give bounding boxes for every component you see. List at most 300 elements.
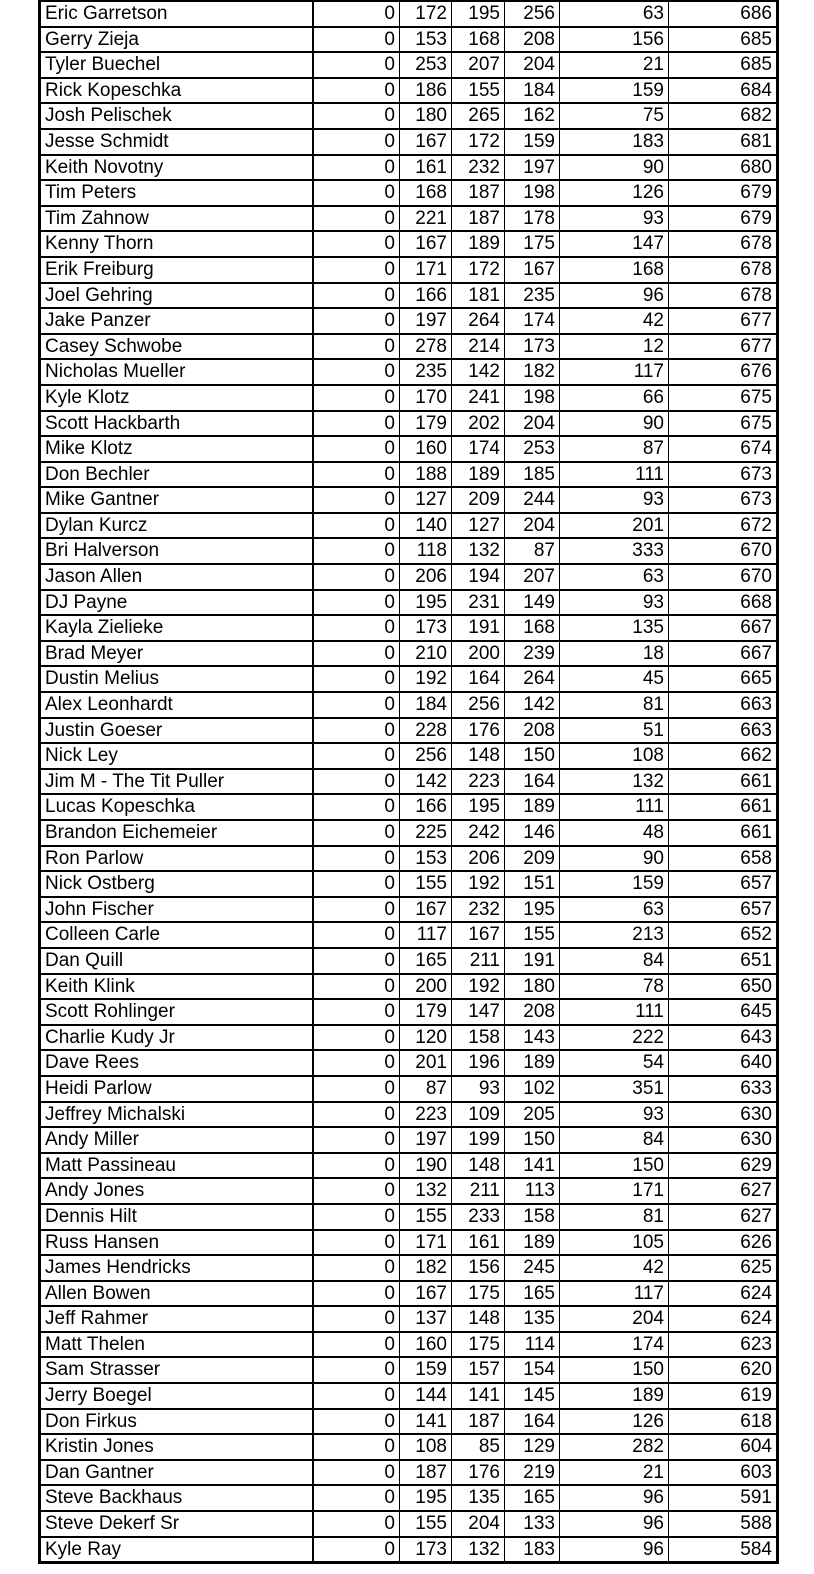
handicap-cell: 0 bbox=[313, 922, 400, 948]
pins-back-cell: 93 bbox=[560, 590, 669, 616]
game-1-cell: 201 bbox=[400, 1050, 452, 1076]
game-3-cell: 244 bbox=[505, 487, 560, 513]
game-1-cell: 140 bbox=[400, 513, 452, 539]
total-cell: 629 bbox=[669, 1153, 778, 1179]
game-3-cell: 182 bbox=[505, 359, 560, 385]
bowler-name-cell: Colleen Carle bbox=[40, 922, 313, 948]
table-row bbox=[40, 1383, 778, 1409]
total-cell: 679 bbox=[669, 206, 778, 232]
table-row bbox=[40, 615, 778, 641]
game-3-cell: 204 bbox=[505, 513, 560, 539]
game-3-cell: 173 bbox=[505, 334, 560, 360]
game-3-cell: 167 bbox=[505, 257, 560, 283]
game-1-cell: 256 bbox=[400, 743, 452, 769]
bowler-name-cell: Casey Schwobe bbox=[40, 334, 313, 360]
total-cell: 675 bbox=[669, 411, 778, 437]
bowler-name-cell: Lucas Kopeschka bbox=[40, 794, 313, 820]
total-cell: 678 bbox=[669, 283, 778, 309]
table-row bbox=[40, 769, 778, 795]
game-1-cell: 155 bbox=[400, 1511, 452, 1537]
bowler-name-cell: Russ Hansen bbox=[40, 1230, 313, 1256]
game-2-cell: 109 bbox=[452, 1102, 505, 1128]
handicap-cell: 0 bbox=[313, 52, 400, 78]
total-cell: 665 bbox=[669, 666, 778, 692]
game-2-cell: 207 bbox=[452, 52, 505, 78]
pins-back-cell: 12 bbox=[560, 334, 669, 360]
pins-back-cell: 90 bbox=[560, 846, 669, 872]
game-2-cell: 174 bbox=[452, 436, 505, 462]
game-1-cell: 186 bbox=[400, 78, 452, 104]
pins-back-cell: 150 bbox=[560, 1357, 669, 1383]
table-row bbox=[40, 1204, 778, 1230]
game-1-cell: 127 bbox=[400, 487, 452, 513]
handicap-cell: 0 bbox=[313, 999, 400, 1025]
pins-back-cell: 63 bbox=[560, 897, 669, 923]
bowler-name-cell: Nick Ostberg bbox=[40, 871, 313, 897]
pins-back-cell: 111 bbox=[560, 794, 669, 820]
pins-back-cell: 108 bbox=[560, 743, 669, 769]
game-3-cell: 204 bbox=[505, 52, 560, 78]
table-row bbox=[40, 308, 778, 334]
pins-back-cell: 351 bbox=[560, 1076, 669, 1102]
game-3-cell: 164 bbox=[505, 769, 560, 795]
bowler-name-cell: Dustin Melius bbox=[40, 666, 313, 692]
bowler-name-cell: Dan Gantner bbox=[40, 1460, 313, 1486]
pins-back-cell: 150 bbox=[560, 1153, 669, 1179]
table-row bbox=[40, 436, 778, 462]
game-2-cell: 194 bbox=[452, 564, 505, 590]
handicap-cell: 0 bbox=[313, 1332, 400, 1358]
table-row bbox=[40, 1, 778, 27]
game-3-cell: 151 bbox=[505, 871, 560, 897]
total-cell: 640 bbox=[669, 1050, 778, 1076]
pins-back-cell: 117 bbox=[560, 1281, 669, 1307]
pins-back-cell: 111 bbox=[560, 462, 669, 488]
table-row bbox=[40, 1050, 778, 1076]
bowler-name-cell: Alex Leonhardt bbox=[40, 692, 313, 718]
table-row bbox=[40, 411, 778, 437]
handicap-cell: 0 bbox=[313, 1050, 400, 1076]
game-2-cell: 264 bbox=[452, 308, 505, 334]
total-cell: 685 bbox=[669, 52, 778, 78]
game-2-cell: 256 bbox=[452, 692, 505, 718]
game-1-cell: 118 bbox=[400, 538, 452, 564]
table-row bbox=[40, 564, 778, 590]
bowler-name-cell: Tim Zahnow bbox=[40, 206, 313, 232]
handicap-cell: 0 bbox=[313, 871, 400, 897]
pins-back-cell: 48 bbox=[560, 820, 669, 846]
handicap-cell: 0 bbox=[313, 27, 400, 53]
total-cell: 673 bbox=[669, 462, 778, 488]
total-cell: 584 bbox=[669, 1537, 778, 1563]
table-row bbox=[40, 974, 778, 1000]
game-1-cell: 188 bbox=[400, 462, 452, 488]
game-1-cell: 206 bbox=[400, 564, 452, 590]
total-cell: 677 bbox=[669, 308, 778, 334]
bowler-name-cell: DJ Payne bbox=[40, 590, 313, 616]
game-1-cell: 167 bbox=[400, 897, 452, 923]
bowler-name-cell: Rick Kopeschka bbox=[40, 78, 313, 104]
table-row bbox=[40, 1511, 778, 1537]
game-1-cell: 171 bbox=[400, 1230, 452, 1256]
pins-back-cell: 93 bbox=[560, 1102, 669, 1128]
game-1-cell: 167 bbox=[400, 129, 452, 155]
pins-back-cell: 90 bbox=[560, 411, 669, 437]
game-2-cell: 158 bbox=[452, 1025, 505, 1051]
handicap-cell: 0 bbox=[313, 692, 400, 718]
pins-back-cell: 66 bbox=[560, 385, 669, 411]
score-table-body bbox=[40, 1, 778, 1563]
total-cell: 667 bbox=[669, 641, 778, 667]
total-cell: 650 bbox=[669, 974, 778, 1000]
game-2-cell: 192 bbox=[452, 871, 505, 897]
game-2-cell: 142 bbox=[452, 359, 505, 385]
game-1-cell: 187 bbox=[400, 1460, 452, 1486]
pins-back-cell: 171 bbox=[560, 1178, 669, 1204]
game-1-cell: 153 bbox=[400, 846, 452, 872]
game-1-cell: 253 bbox=[400, 52, 452, 78]
pins-back-cell: 93 bbox=[560, 206, 669, 232]
table-row bbox=[40, 871, 778, 897]
handicap-cell: 0 bbox=[313, 1383, 400, 1409]
game-3-cell: 145 bbox=[505, 1383, 560, 1409]
pins-back-cell: 87 bbox=[560, 436, 669, 462]
game-1-cell: 153 bbox=[400, 27, 452, 53]
game-3-cell: 154 bbox=[505, 1357, 560, 1383]
total-cell: 626 bbox=[669, 1230, 778, 1256]
game-1-cell: 278 bbox=[400, 334, 452, 360]
game-3-cell: 180 bbox=[505, 974, 560, 1000]
game-2-cell: 200 bbox=[452, 641, 505, 667]
pins-back-cell: 21 bbox=[560, 52, 669, 78]
pins-back-cell: 96 bbox=[560, 283, 669, 309]
total-cell: 604 bbox=[669, 1434, 778, 1460]
game-2-cell: 85 bbox=[452, 1434, 505, 1460]
game-1-cell: 192 bbox=[400, 666, 452, 692]
bowler-name-cell: Scott Rohlinger bbox=[40, 999, 313, 1025]
handicap-cell: 0 bbox=[313, 385, 400, 411]
game-2-cell: 172 bbox=[452, 257, 505, 283]
game-2-cell: 172 bbox=[452, 129, 505, 155]
total-cell: 627 bbox=[669, 1178, 778, 1204]
pins-back-cell: 183 bbox=[560, 129, 669, 155]
game-3-cell: 253 bbox=[505, 436, 560, 462]
pins-back-cell: 126 bbox=[560, 1409, 669, 1435]
table-row bbox=[40, 1460, 778, 1486]
bowler-name-cell: Erik Freiburg bbox=[40, 257, 313, 283]
handicap-cell: 0 bbox=[313, 155, 400, 181]
total-cell: 667 bbox=[669, 615, 778, 641]
game-1-cell: 180 bbox=[400, 103, 452, 129]
total-cell: 676 bbox=[669, 359, 778, 385]
table-row bbox=[40, 1076, 778, 1102]
game-3-cell: 135 bbox=[505, 1306, 560, 1332]
game-2-cell: 148 bbox=[452, 1306, 505, 1332]
handicap-cell: 0 bbox=[313, 462, 400, 488]
game-3-cell: 205 bbox=[505, 1102, 560, 1128]
game-3-cell: 189 bbox=[505, 1230, 560, 1256]
bowler-name-cell: Kyle Ray bbox=[40, 1537, 313, 1563]
bowler-name-cell: John Fischer bbox=[40, 897, 313, 923]
bowler-name-cell: Dan Quill bbox=[40, 948, 313, 974]
table-row bbox=[40, 718, 778, 744]
bowler-name-cell: James Hendricks bbox=[40, 1255, 313, 1281]
game-2-cell: 206 bbox=[452, 846, 505, 872]
total-cell: 591 bbox=[669, 1485, 778, 1511]
table-row bbox=[40, 334, 778, 360]
game-2-cell: 187 bbox=[452, 206, 505, 232]
total-cell: 678 bbox=[669, 257, 778, 283]
game-1-cell: 172 bbox=[400, 1, 452, 27]
table-row bbox=[40, 231, 778, 257]
game-1-cell: 170 bbox=[400, 385, 452, 411]
handicap-cell: 0 bbox=[313, 206, 400, 232]
table-row bbox=[40, 922, 778, 948]
handicap-cell: 0 bbox=[313, 1357, 400, 1383]
game-1-cell: 173 bbox=[400, 615, 452, 641]
pins-back-cell: 42 bbox=[560, 1255, 669, 1281]
game-1-cell: 117 bbox=[400, 922, 452, 948]
table-row bbox=[40, 846, 778, 872]
game-1-cell: 173 bbox=[400, 1537, 452, 1563]
game-1-cell: 141 bbox=[400, 1409, 452, 1435]
handicap-cell: 0 bbox=[313, 718, 400, 744]
table-row bbox=[40, 1306, 778, 1332]
game-2-cell: 168 bbox=[452, 27, 505, 53]
game-2-cell: 164 bbox=[452, 666, 505, 692]
total-cell: 588 bbox=[669, 1511, 778, 1537]
bowler-name-cell: Dylan Kurcz bbox=[40, 513, 313, 539]
game-3-cell: 133 bbox=[505, 1511, 560, 1537]
game-3-cell: 129 bbox=[505, 1434, 560, 1460]
game-2-cell: 204 bbox=[452, 1511, 505, 1537]
game-3-cell: 87 bbox=[505, 538, 560, 564]
game-2-cell: 211 bbox=[452, 1178, 505, 1204]
handicap-cell: 0 bbox=[313, 1255, 400, 1281]
game-2-cell: 157 bbox=[452, 1357, 505, 1383]
handicap-cell: 0 bbox=[313, 1204, 400, 1230]
pins-back-cell: 96 bbox=[560, 1537, 669, 1563]
table-row bbox=[40, 385, 778, 411]
game-1-cell: 195 bbox=[400, 590, 452, 616]
game-3-cell: 149 bbox=[505, 590, 560, 616]
game-2-cell: 233 bbox=[452, 1204, 505, 1230]
game-3-cell: 198 bbox=[505, 180, 560, 206]
game-1-cell: 137 bbox=[400, 1306, 452, 1332]
handicap-cell: 0 bbox=[313, 590, 400, 616]
game-2-cell: 181 bbox=[452, 283, 505, 309]
pins-back-cell: 159 bbox=[560, 78, 669, 104]
game-1-cell: 160 bbox=[400, 1332, 452, 1358]
game-3-cell: 256 bbox=[505, 1, 560, 27]
game-2-cell: 223 bbox=[452, 769, 505, 795]
handicap-cell: 0 bbox=[313, 794, 400, 820]
table-row bbox=[40, 1127, 778, 1153]
total-cell: 673 bbox=[669, 487, 778, 513]
table-row bbox=[40, 180, 778, 206]
table-row bbox=[40, 1230, 778, 1256]
handicap-cell: 0 bbox=[313, 436, 400, 462]
handicap-cell: 0 bbox=[313, 1153, 400, 1179]
total-cell: 658 bbox=[669, 846, 778, 872]
table-row bbox=[40, 206, 778, 232]
bowler-name-cell: Tim Peters bbox=[40, 180, 313, 206]
pins-back-cell: 78 bbox=[560, 974, 669, 1000]
pins-back-cell: 132 bbox=[560, 769, 669, 795]
total-cell: 677 bbox=[669, 334, 778, 360]
game-3-cell: 142 bbox=[505, 692, 560, 718]
bowler-name-cell: Nicholas Mueller bbox=[40, 359, 313, 385]
game-1-cell: 161 bbox=[400, 155, 452, 181]
game-1-cell: 200 bbox=[400, 974, 452, 1000]
game-3-cell: 235 bbox=[505, 283, 560, 309]
game-3-cell: 189 bbox=[505, 1050, 560, 1076]
game-3-cell: 168 bbox=[505, 615, 560, 641]
table-row bbox=[40, 1485, 778, 1511]
handicap-cell: 0 bbox=[313, 1485, 400, 1511]
total-cell: 630 bbox=[669, 1127, 778, 1153]
total-cell: 663 bbox=[669, 718, 778, 744]
bowler-name-cell: Brandon Eichemeier bbox=[40, 820, 313, 846]
bowler-name-cell: Justin Goeser bbox=[40, 718, 313, 744]
total-cell: 623 bbox=[669, 1332, 778, 1358]
pins-back-cell: 135 bbox=[560, 615, 669, 641]
game-3-cell: 191 bbox=[505, 948, 560, 974]
game-2-cell: 191 bbox=[452, 615, 505, 641]
game-3-cell: 113 bbox=[505, 1178, 560, 1204]
game-3-cell: 162 bbox=[505, 103, 560, 129]
game-3-cell: 165 bbox=[505, 1281, 560, 1307]
total-cell: 680 bbox=[669, 155, 778, 181]
handicap-cell: 0 bbox=[313, 538, 400, 564]
game-2-cell: 187 bbox=[452, 180, 505, 206]
game-3-cell: 207 bbox=[505, 564, 560, 590]
table-row bbox=[40, 1281, 778, 1307]
handicap-cell: 0 bbox=[313, 1102, 400, 1128]
pins-back-cell: 42 bbox=[560, 308, 669, 334]
bowler-name-cell: Josh Pelischek bbox=[40, 103, 313, 129]
game-2-cell: 175 bbox=[452, 1281, 505, 1307]
pins-back-cell: 90 bbox=[560, 155, 669, 181]
handicap-cell: 0 bbox=[313, 308, 400, 334]
game-2-cell: 192 bbox=[452, 974, 505, 1000]
table-row bbox=[40, 1434, 778, 1460]
game-2-cell: 199 bbox=[452, 1127, 505, 1153]
handicap-cell: 0 bbox=[313, 1, 400, 27]
pins-back-cell: 93 bbox=[560, 487, 669, 513]
game-3-cell: 264 bbox=[505, 666, 560, 692]
game-2-cell: 132 bbox=[452, 1537, 505, 1563]
game-3-cell: 165 bbox=[505, 1485, 560, 1511]
game-2-cell: 231 bbox=[452, 590, 505, 616]
game-2-cell: 265 bbox=[452, 103, 505, 129]
game-2-cell: 167 bbox=[452, 922, 505, 948]
bowler-name-cell: Kristin Jones bbox=[40, 1434, 313, 1460]
game-3-cell: 146 bbox=[505, 820, 560, 846]
game-3-cell: 197 bbox=[505, 155, 560, 181]
table-row bbox=[40, 1357, 778, 1383]
pins-back-cell: 63 bbox=[560, 1, 669, 27]
bowler-name-cell: Jake Panzer bbox=[40, 308, 313, 334]
pins-back-cell: 204 bbox=[560, 1306, 669, 1332]
game-3-cell: 155 bbox=[505, 922, 560, 948]
table-row bbox=[40, 666, 778, 692]
bowler-name-cell: Steve Backhaus bbox=[40, 1485, 313, 1511]
game-3-cell: 185 bbox=[505, 462, 560, 488]
game-2-cell: 176 bbox=[452, 718, 505, 744]
total-cell: 663 bbox=[669, 692, 778, 718]
game-1-cell: 179 bbox=[400, 999, 452, 1025]
handicap-cell: 0 bbox=[313, 487, 400, 513]
bowler-name-cell: Joel Gehring bbox=[40, 283, 313, 309]
game-3-cell: 174 bbox=[505, 308, 560, 334]
table-row bbox=[40, 52, 778, 78]
game-1-cell: 108 bbox=[400, 1434, 452, 1460]
game-3-cell: 204 bbox=[505, 411, 560, 437]
table-row bbox=[40, 590, 778, 616]
table-row bbox=[40, 78, 778, 104]
total-cell: 674 bbox=[669, 436, 778, 462]
handicap-cell: 0 bbox=[313, 1460, 400, 1486]
bowler-name-cell: Mike Klotz bbox=[40, 436, 313, 462]
total-cell: 681 bbox=[669, 129, 778, 155]
table-row bbox=[40, 283, 778, 309]
game-1-cell: 184 bbox=[400, 692, 452, 718]
handicap-cell: 0 bbox=[313, 1076, 400, 1102]
pins-back-cell: 54 bbox=[560, 1050, 669, 1076]
total-cell: 618 bbox=[669, 1409, 778, 1435]
total-cell: 682 bbox=[669, 103, 778, 129]
total-cell: 670 bbox=[669, 538, 778, 564]
game-1-cell: 168 bbox=[400, 180, 452, 206]
handicap-cell: 0 bbox=[313, 666, 400, 692]
game-2-cell: 156 bbox=[452, 1255, 505, 1281]
game-2-cell: 189 bbox=[452, 462, 505, 488]
game-3-cell: 183 bbox=[505, 1537, 560, 1563]
handicap-cell: 0 bbox=[313, 743, 400, 769]
game-2-cell: 242 bbox=[452, 820, 505, 846]
bowler-name-cell: Keith Novotny bbox=[40, 155, 313, 181]
bowler-name-cell: Andy Jones bbox=[40, 1178, 313, 1204]
game-3-cell: 198 bbox=[505, 385, 560, 411]
game-3-cell: 195 bbox=[505, 897, 560, 923]
table-row bbox=[40, 641, 778, 667]
game-1-cell: 132 bbox=[400, 1178, 452, 1204]
handicap-cell: 0 bbox=[313, 1178, 400, 1204]
game-2-cell: 135 bbox=[452, 1485, 505, 1511]
bowler-name-cell: Kenny Thorn bbox=[40, 231, 313, 257]
total-cell: 661 bbox=[669, 769, 778, 795]
game-2-cell: 148 bbox=[452, 1153, 505, 1179]
handicap-cell: 0 bbox=[313, 948, 400, 974]
pins-back-cell: 168 bbox=[560, 257, 669, 283]
pins-back-cell: 222 bbox=[560, 1025, 669, 1051]
pins-back-cell: 81 bbox=[560, 1204, 669, 1230]
total-cell: 668 bbox=[669, 590, 778, 616]
game-1-cell: 142 bbox=[400, 769, 452, 795]
pins-back-cell: 126 bbox=[560, 180, 669, 206]
game-2-cell: 161 bbox=[452, 1230, 505, 1256]
total-cell: 603 bbox=[669, 1460, 778, 1486]
total-cell: 651 bbox=[669, 948, 778, 974]
handicap-cell: 0 bbox=[313, 103, 400, 129]
bowler-name-cell: Dennis Hilt bbox=[40, 1204, 313, 1230]
table-row bbox=[40, 27, 778, 53]
total-cell: 625 bbox=[669, 1255, 778, 1281]
game-3-cell: 158 bbox=[505, 1204, 560, 1230]
total-cell: 670 bbox=[669, 564, 778, 590]
bowler-name-cell: Matt Passineau bbox=[40, 1153, 313, 1179]
